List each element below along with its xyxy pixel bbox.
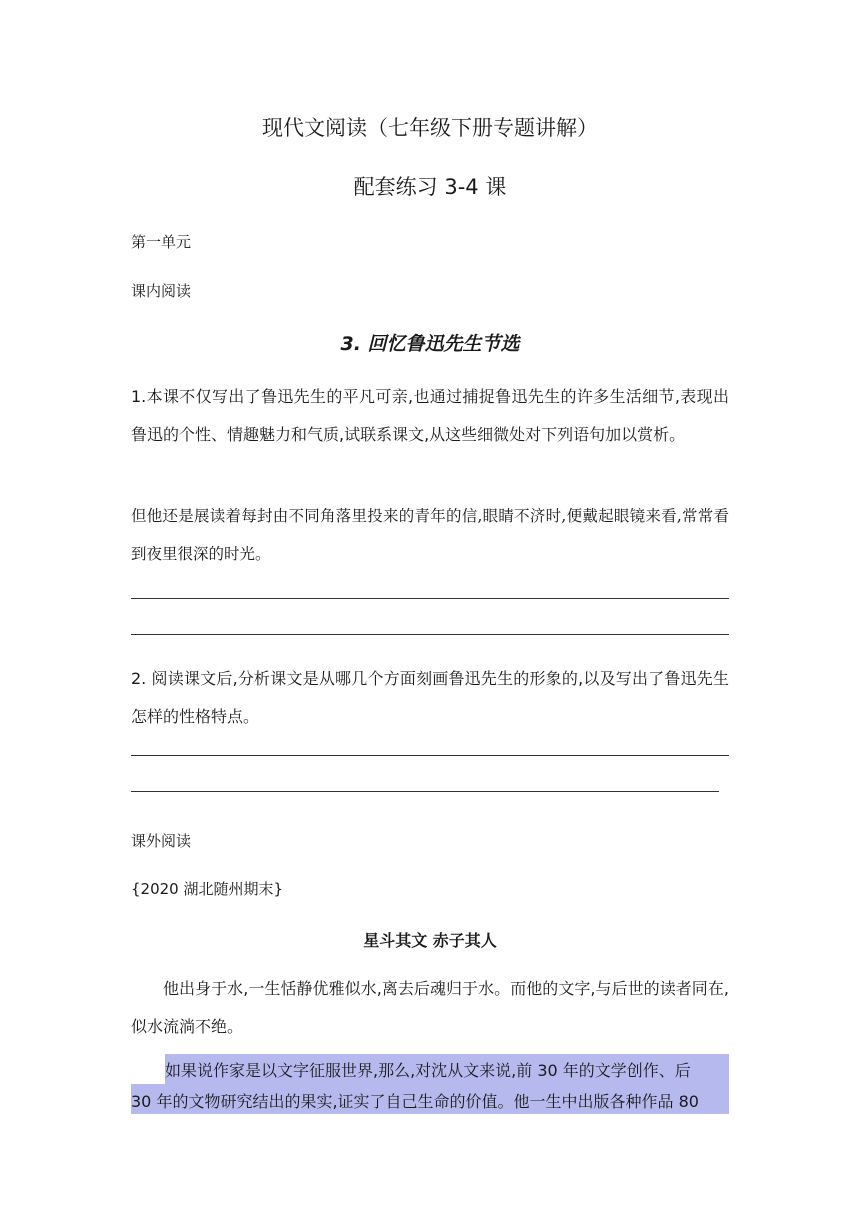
article-paragraph-2-line-2: 30 年的文物研究结出的果实,证实了自己生命的价值。他一生中出版各种作品 80	[131, 1092, 699, 1111]
source-label: {2020 湖北随州期末}	[131, 880, 284, 898]
question-2-text: 2. 阅读课文后,分析课文是从哪几个方面刻画鲁迅先生的形象的,以及写出了鲁迅先生怎样的性格特点。	[131, 669, 729, 726]
document-title: 现代文阅读（七年级下册专题讲解）	[262, 116, 598, 140]
article-paragraph-2-line-1: 如果说作家是以文字征服世界,那么,对沈从文来说,前 30 年的文学创作、后	[165, 1061, 691, 1080]
answer-line	[131, 598, 729, 599]
article-title: 星斗其文 赤子其人	[363, 931, 497, 950]
unit-label: 第一单元	[131, 233, 192, 251]
article-paragraph-1: 他出身于水,一生恬静优雅似水,离去后魂归于水。而他的文字,与后世的读者同在,似水流淌不绝。	[131, 979, 729, 1036]
question-1-text: 1.本课不仅写出了鲁迅先生的平凡可亲,也通过捕捉鲁迅先生的许多生活细节,表现出鲁迅的个性、情趣魅力和气质,试联系课文,从这些细微处对下列语句加以赏析。	[131, 387, 729, 444]
lesson-title: 3. 回忆鲁迅先生节选	[340, 333, 520, 355]
in-class-reading-label: 课内阅读	[131, 282, 192, 300]
document-subtitle: 配套练习 3-4 课	[353, 175, 507, 199]
question-1-quote: 但他还是展读着每封由不同角落里投来的青年的信,眼睛不济时,便戴起眼镜来看,常常看到夜里很深的时光。	[131, 507, 729, 563]
answer-line	[131, 791, 719, 792]
answer-line	[131, 755, 729, 756]
answer-line	[131, 634, 729, 635]
extra-reading-label: 课外阅读	[131, 832, 192, 850]
